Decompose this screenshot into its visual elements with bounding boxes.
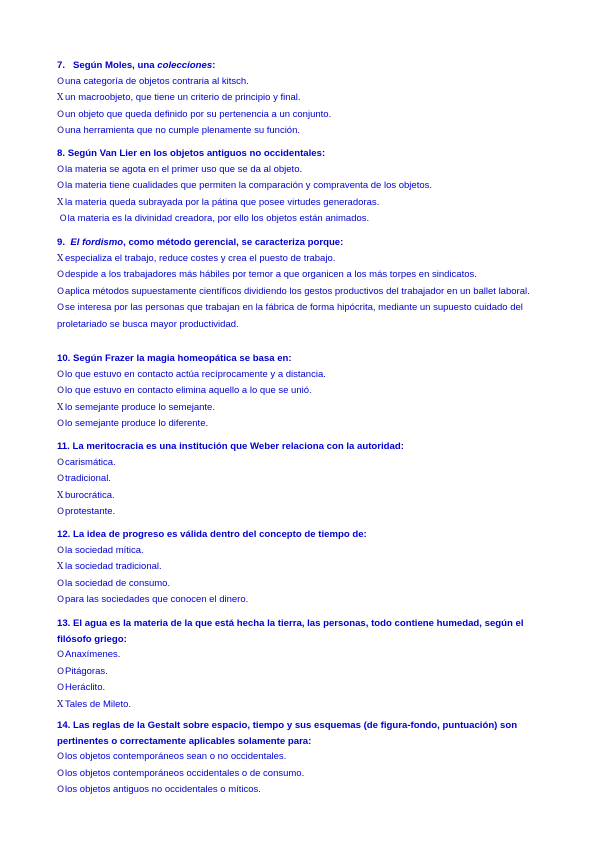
option-c[interactable]: OHeráclito.	[57, 680, 547, 697]
question-11	[57, 439, 547, 521]
selected-marker[interactable]: X	[57, 490, 64, 501]
option-c-selected[interactable]: X lo semejante produce lo semejante.	[57, 400, 547, 417]
radio-marker[interactable]: O	[57, 457, 65, 468]
selected-marker[interactable]: X	[57, 402, 64, 413]
option-b[interactable]: OPitágoras.	[57, 664, 547, 681]
question-title: 13. El agua es la materia de la que está hecha la tierra, las personas, todo contiene humedad, según el filósofo griego:	[57, 618, 524, 645]
option-b[interactable]: Otradicional.	[57, 471, 547, 488]
option-a[interactable]: Olo que estuvo en contacto actúa recíprocamente y a distancia.	[57, 367, 547, 384]
radio-marker[interactable]: O	[57, 507, 65, 518]
question-14	[57, 718, 547, 799]
option-b[interactable]: Odespide a los trabajadores más hábiles por temor a que organicen a los más torpes en sindicatos.	[57, 267, 547, 284]
option-a[interactable]: Ocarismática.	[57, 455, 547, 472]
option-a[interactable]: OAnaxímenes.	[57, 647, 547, 664]
radio-marker[interactable]: O	[57, 109, 65, 120]
radio-marker[interactable]: O	[57, 474, 65, 485]
radio-marker[interactable]: O	[57, 369, 65, 380]
option-c[interactable]: Olos objetos antiguos no occidentales o míticos.	[57, 782, 547, 799]
option-c-selected[interactable]: X burocrática.	[57, 488, 547, 505]
option-b-selected[interactable]: X un macroobjeto, que tiene un criterio de principio y final.	[57, 90, 547, 107]
option-d[interactable]: Opara las sociedades que conocen el dinero.	[57, 592, 547, 609]
option-b[interactable]: Olos objetos contemporáneos occidentales o de consumo.	[57, 766, 547, 783]
option-d[interactable]: Ouna herramienta que no cumple plenamente su función.	[57, 123, 547, 140]
option-b[interactable]: Olo que estuvo en contacto elimina aquello a lo que se unió.	[57, 383, 547, 400]
option-d[interactable]: Olo semejante produce lo diferente.	[57, 416, 547, 433]
option-d[interactable]: Oprotestante.	[57, 504, 547, 521]
radio-marker[interactable]: O	[57, 419, 65, 430]
radio-marker[interactable]: O	[57, 76, 65, 87]
question-title: 11. La meritocracia es una institución que Weber relaciona con la autoridad:	[57, 441, 404, 452]
radio-marker[interactable]: O	[57, 270, 65, 281]
option-a-selected[interactable]: X especializa el trabajo, reduce costes y crea el puesto de trabajo.	[57, 251, 547, 268]
question-10	[57, 351, 547, 433]
option-a[interactable]: Ouna categoría de objetos contraria al kitsch.	[57, 74, 547, 91]
radio-marker[interactable]: O	[57, 666, 65, 677]
option-a[interactable]: Ola materia se agota en el primer uso que se da al objeto.	[57, 162, 547, 179]
selected-marker[interactable]: X	[57, 562, 64, 573]
option-c-selected[interactable]: X la materia queda subrayada por la pátina que posee virtudes generadoras.	[57, 195, 547, 212]
question-title: 8. Según Van Lier en los objetos antiguos no occidentales:	[57, 148, 326, 159]
question-title: 12. La idea de progreso es válida dentro del concepto de tiempo de:	[57, 529, 367, 540]
question-9	[57, 235, 547, 333]
selected-marker[interactable]: X	[57, 197, 64, 208]
radio-marker[interactable]: O	[57, 164, 65, 175]
option-b-selected[interactable]: X la sociedad tradicional.	[57, 559, 547, 576]
option-d-selected[interactable]: X Tales de Mileto.	[57, 697, 547, 714]
option-d[interactable]: Ose interesa por las personas que trabajan en la fábrica de forma hipócrita, mediante un supuesto cuidado del proletariado se busca mayor productividad.	[57, 302, 523, 330]
radio-marker[interactable]: O	[57, 545, 65, 556]
question-title: 7. Según Moles, una colecciones:	[57, 60, 216, 71]
question-7	[57, 58, 547, 140]
radio-marker[interactable]: O	[57, 386, 65, 397]
question-8	[57, 146, 547, 228]
radio-marker[interactable]: O	[57, 578, 65, 589]
option-c[interactable]: Ola sociedad de consumo.	[57, 576, 547, 593]
question-13	[57, 616, 547, 714]
selected-marker[interactable]: X	[57, 93, 64, 104]
radio-marker[interactable]: O	[57, 683, 65, 694]
radio-marker[interactable]: O	[57, 650, 65, 661]
radio-marker[interactable]: O	[57, 126, 65, 137]
option-a[interactable]: Ola sociedad mítica.	[57, 543, 547, 560]
radio-marker[interactable]: O	[57, 286, 65, 297]
radio-marker[interactable]: O	[59, 214, 67, 225]
option-d[interactable]: Ola materia es la divinidad creadora, por ello los objetos están animados.	[57, 211, 547, 228]
radio-marker[interactable]: O	[57, 768, 65, 779]
option-a[interactable]: Olos objetos contemporáneos sean o no occidentales.	[57, 749, 547, 766]
selected-marker[interactable]: X	[57, 253, 64, 264]
radio-marker[interactable]: O	[57, 303, 65, 314]
question-title: 10. Según Frazer la magia homeopática se basa en:	[57, 353, 292, 364]
option-c[interactable]: Oaplica métodos supuestamente científicos dividiendo los gestos productivos del trabajador en un ballet laboral.	[57, 284, 547, 301]
radio-marker[interactable]: O	[57, 181, 65, 192]
question-title: 14. Las reglas de la Gestalt sobre espacio, tiempo y sus esquemas (de figura-fondo, puntuación) son pertinentes o correctamente aplicables solamente para:	[57, 720, 518, 747]
radio-marker[interactable]: O	[57, 752, 65, 763]
selected-marker[interactable]: X	[57, 699, 64, 710]
option-b[interactable]: Ola materia tiene cualidades que permiten la comparación y compraventa de los objetos.	[57, 178, 547, 195]
question-12	[57, 527, 547, 609]
question-title: 9. El fordismo, como método gerencial, se caracteriza porque:	[57, 237, 344, 248]
radio-marker[interactable]: O	[57, 785, 65, 796]
radio-marker[interactable]: O	[57, 595, 65, 606]
option-c[interactable]: Oun objeto que queda definido por su pertenencia a un conjunto.	[57, 107, 547, 124]
